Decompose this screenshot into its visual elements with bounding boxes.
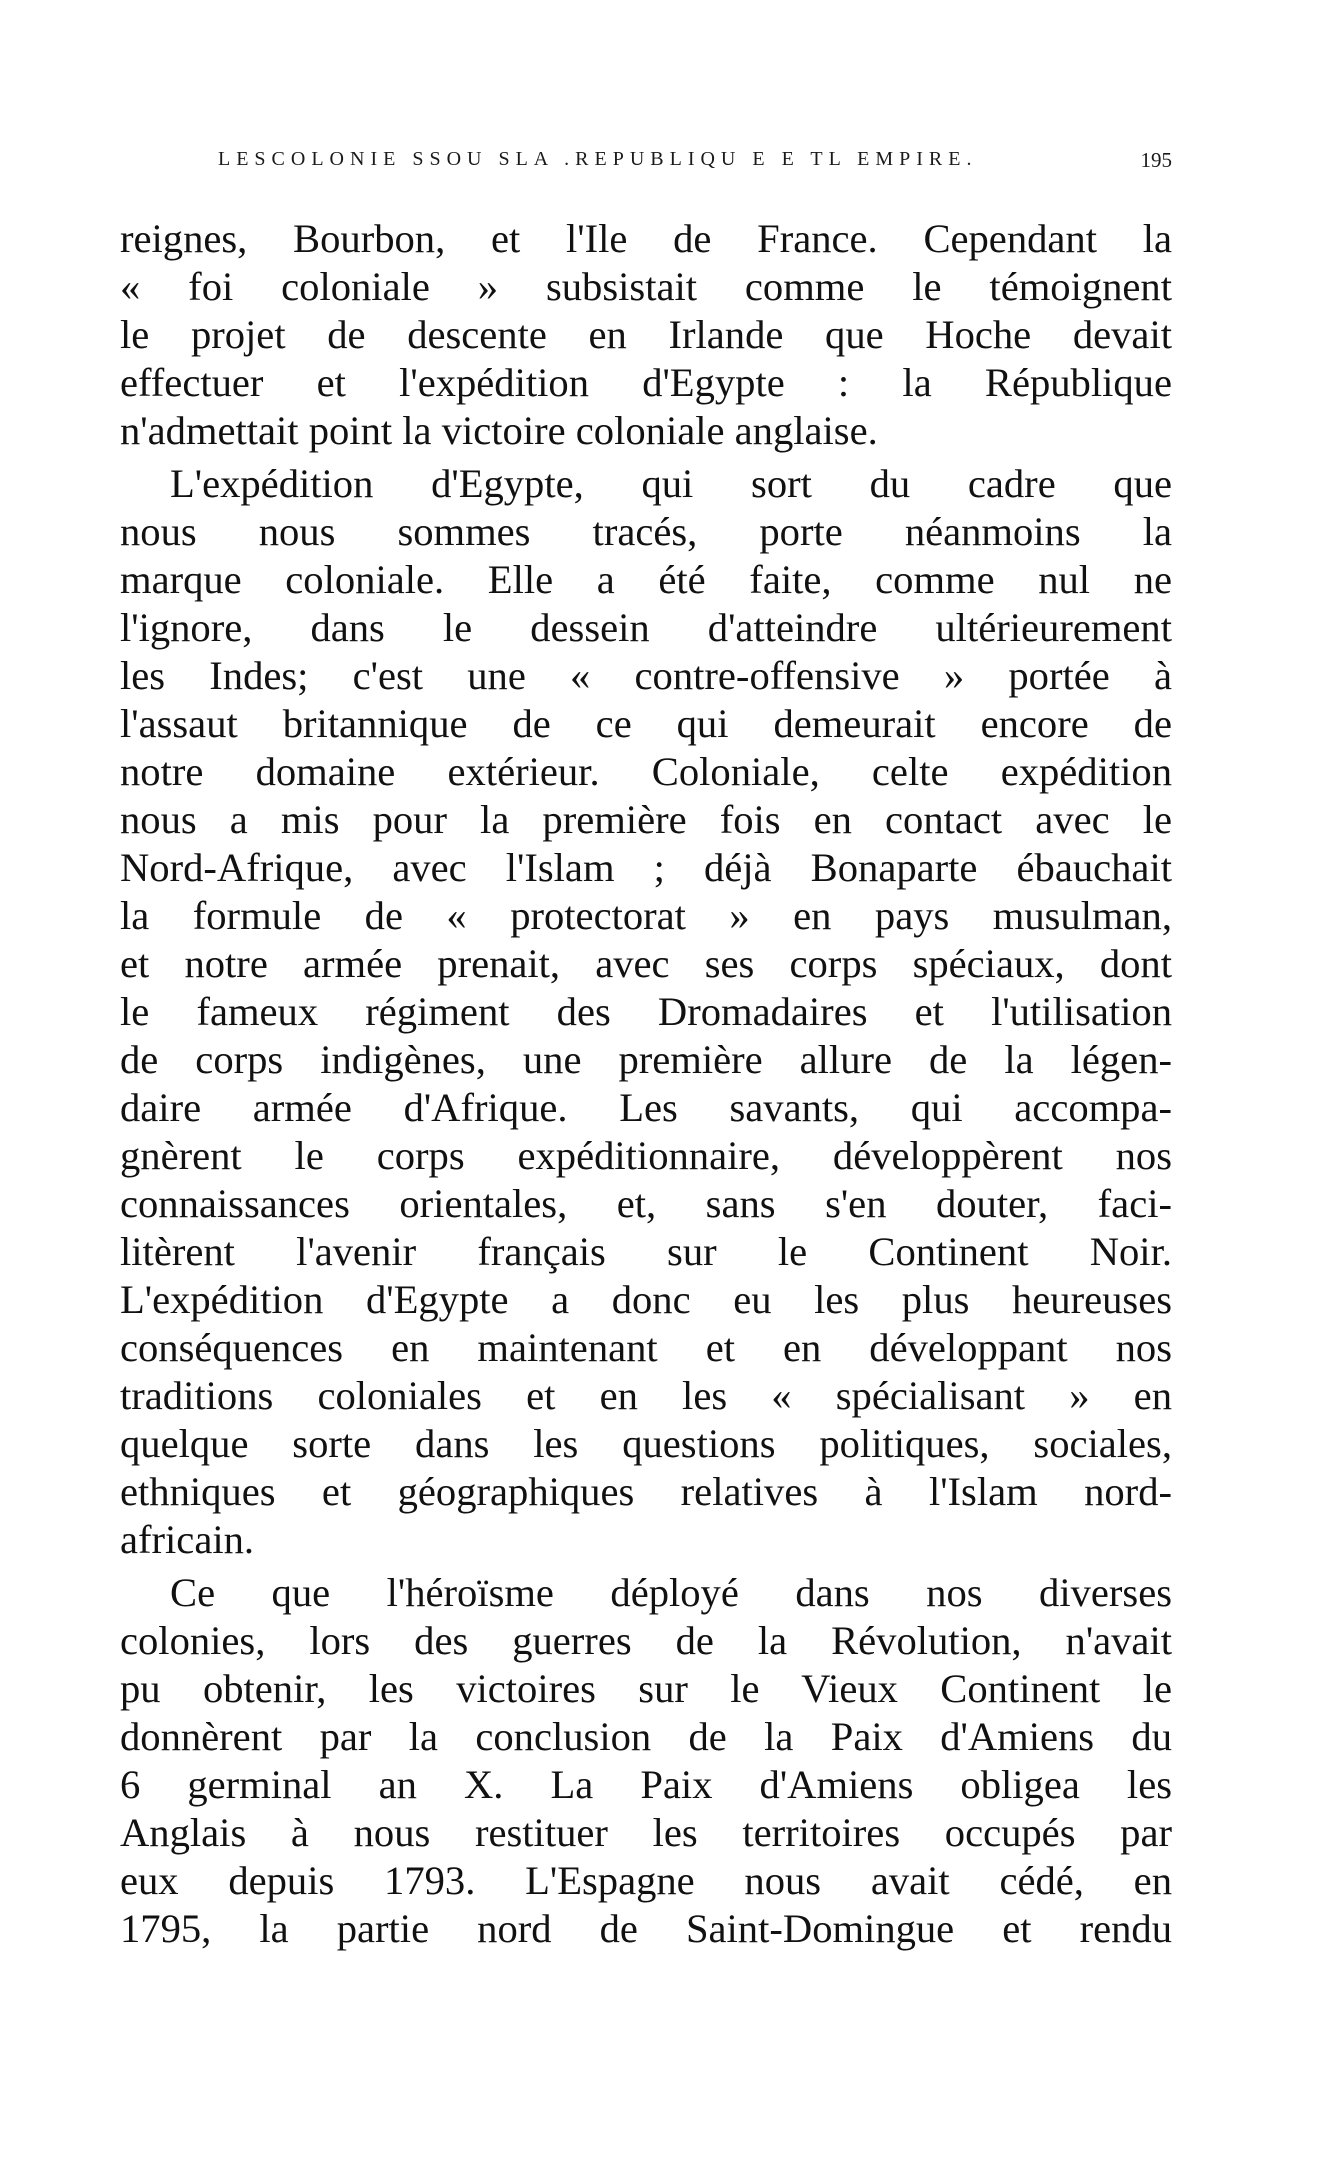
text-line: l'ignore, dans le dessein d'atteindre ultérieurement [120,605,1172,650]
text-line: et notre armée prenait, avec ses corps spéciaux, dont [120,941,1172,986]
text-line: reignes, Bourbon, et l'Ile de France. Cependant la [120,216,1172,261]
running-title: LESCOLONIE SSOU SLA .REPUBLIQU E E TL EMPIRE. [218,148,978,170]
text-line: traditions coloniales et en les « spécialisant » en [120,1373,1172,1418]
text-line: Ce que l'héroïsme déployé dans nos diverses [170,1570,1172,1615]
text-line: eux depuis 1793. L'Espagne nous avait cédé, en [120,1858,1172,1903]
text-line: les Indes; c'est une « contre-offensive » portée à [120,653,1172,698]
paragraph-1 [120,215,1172,455]
text-line: ethniques et géographiques relatives à l'Islam nord- [120,1469,1172,1514]
text-line: Nord-Afrique, avec l'Islam ; déjà Bonaparte ébauchait [120,845,1172,890]
text-line: la formule de « protectorat » en pays musulman, [120,893,1172,938]
text-line: colonies, lors des guerres de la Révolution, n'avait [120,1618,1172,1663]
text-line: nous nous sommes tracés, porte néanmoins la [120,509,1172,554]
text-line: quelque sorte dans les questions politiques, sociales, [120,1421,1172,1466]
text-line: le fameux régiment des Dromadaires et l'utilisation [120,989,1172,1034]
text-line: effectuer et l'expédition d'Egypte : la République [120,360,1172,405]
text-line: daire armée d'Afrique. Les savants, qui accompa- [120,1085,1172,1130]
text-line: litèrent l'avenir français sur le Continent Noir. [120,1229,1172,1274]
body-text [120,215,1172,1953]
text-line: pu obtenir, les victoires sur le Vieux Continent le [120,1666,1172,1711]
text-line: donnèrent par la conclusion de la Paix d'Amiens du [120,1714,1172,1759]
text-line: africain. [120,1517,255,1562]
paragraph-3 [120,1569,1172,1953]
text-line: gnèrent le corps expéditionnaire, développèrent nos [120,1133,1172,1178]
running-head [120,148,1172,178]
page-number: 195 [1140,148,1172,172]
text-line: marque coloniale. Elle a été faite, comme nul ne [120,557,1172,602]
text-line: connaissances orientales, et, sans s'en douter, faci- [120,1181,1172,1226]
text-line: n'admettait point la victoire coloniale anglaise. [120,408,878,453]
text-line: 1795, la partie nord de Saint-Domingue et rendu [120,1906,1172,1951]
text-line: de corps indigènes, une première allure de la légen- [120,1037,1172,1082]
text-line: L'expédition d'Egypte a donc eu les plus heureuses [120,1277,1172,1322]
text-line: conséquences en maintenant et en développant nos [120,1325,1172,1370]
text-line: l'assaut britannique de ce qui demeurait encore de [120,701,1172,746]
paragraph-2 [120,460,1172,1564]
text-line: 6 germinal an X. La Paix d'Amiens obligea les [120,1762,1172,1807]
text-line: nous a mis pour la première fois en contact avec le [120,797,1172,842]
text-line: le projet de descente en Irlande que Hoche devait [120,312,1172,357]
text-line: « foi coloniale » subsistait comme le témoignent [120,264,1172,309]
text-line: Anglais à nous restituer les territoires occupés par [120,1810,1172,1855]
text-line: L'expédition d'Egypte, qui sort du cadre que [170,461,1172,506]
text-line: notre domaine extérieur. Coloniale, celte expédition [120,749,1172,794]
